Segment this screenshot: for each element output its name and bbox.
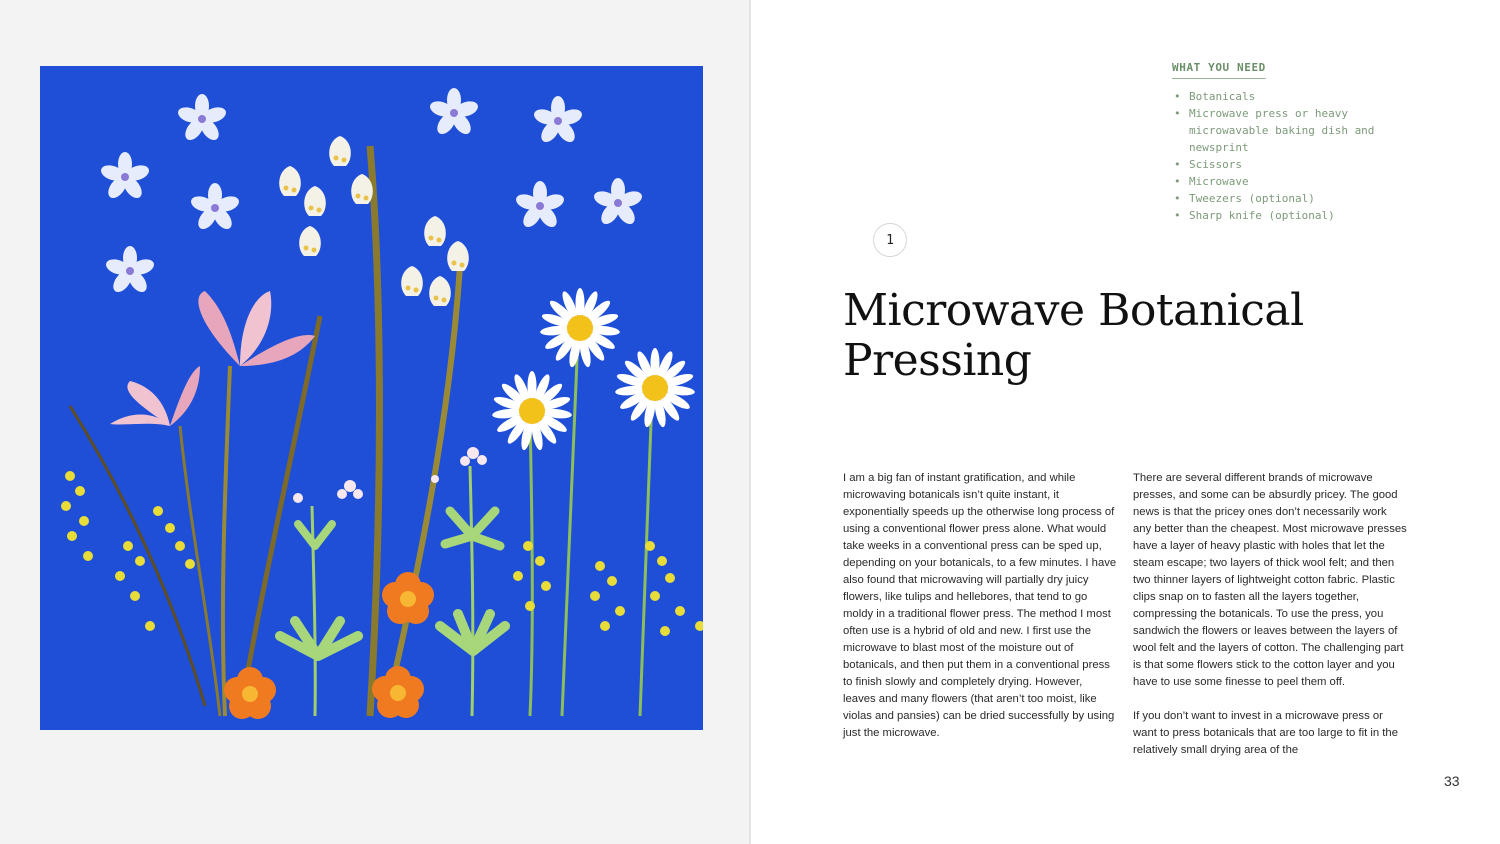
page-title: Microwave Botanical Pressing <box>843 285 1304 386</box>
supply-item: • Microwave press or heavy microwavable baking dish and newsprint <box>1172 105 1412 156</box>
pressed-flowers-photo <box>40 66 703 730</box>
body-column-2 <box>1133 470 1408 759</box>
body-paragraph: I am a big fan of instant gratification, and while microwaving botanicals isn’t quite instant, it exponentially speeds up the otherwise long process of using a conventional flower press alone. What would take weeks in a conventional press can be sped up, depending on your botanicals, to a few minutes. I have also found that microwaving will partially dry juicy flowers, like tulips and hellebores, that tend to go moldy in a traditional flower press. The method I most often use is a hybrid of old and new. I first use the microwave to blast most of the moisture out of botanicals, and then put them in a conventional press to finish slowly and completely drying. However, leaves and many flowers (that aren’t too moist, like violas and pansies) can be dried successfully by using just the microwave. <box>843 472 1117 739</box>
supply-item: • Sharp knife (optional) <box>1172 207 1412 224</box>
pressed-flowers-illustration <box>40 66 703 730</box>
body-paragraph: There are several different brands of microwave presses, and some can be absurdly pricey. The good news is that the pricey ones don’t necessarily work any better than the cheapest. Most microwave presses have a layer of heavy plastic with holes that let the steam escape; two layers of thick wool felt; and then two thinner layers of lightweight cotton fabric. Plastic clips snap on to fasten all the layers together, compressing the botanicals. To use the press, you sandwich the flowers or leaves between the layers of wool felt and the layers of cotton. The challenging part is that some flowers stick to the cotton layer and you have to use some finesse to peel them off. <box>1133 472 1407 688</box>
supply-item: • Botanicals <box>1172 88 1412 105</box>
what-you-need-box <box>1172 56 1412 224</box>
body-column-1 <box>843 470 1118 742</box>
body-paragraph: If you don’t want to invest in a microwave press or want to press botanicals that are too large to fit in the relatively small drying area of the <box>1133 710 1399 756</box>
what-you-need-heading: WHAT YOU NEED <box>1172 61 1266 79</box>
page-number: 33 <box>1444 773 1460 789</box>
supply-item: • Microwave <box>1172 173 1412 190</box>
supply-item: • Tweezers (optional) <box>1172 190 1412 207</box>
step-number-badge: 1 <box>873 223 907 257</box>
what-you-need-list <box>1172 88 1412 224</box>
supply-item: • Scissors <box>1172 156 1412 173</box>
right-page <box>751 0 1500 844</box>
